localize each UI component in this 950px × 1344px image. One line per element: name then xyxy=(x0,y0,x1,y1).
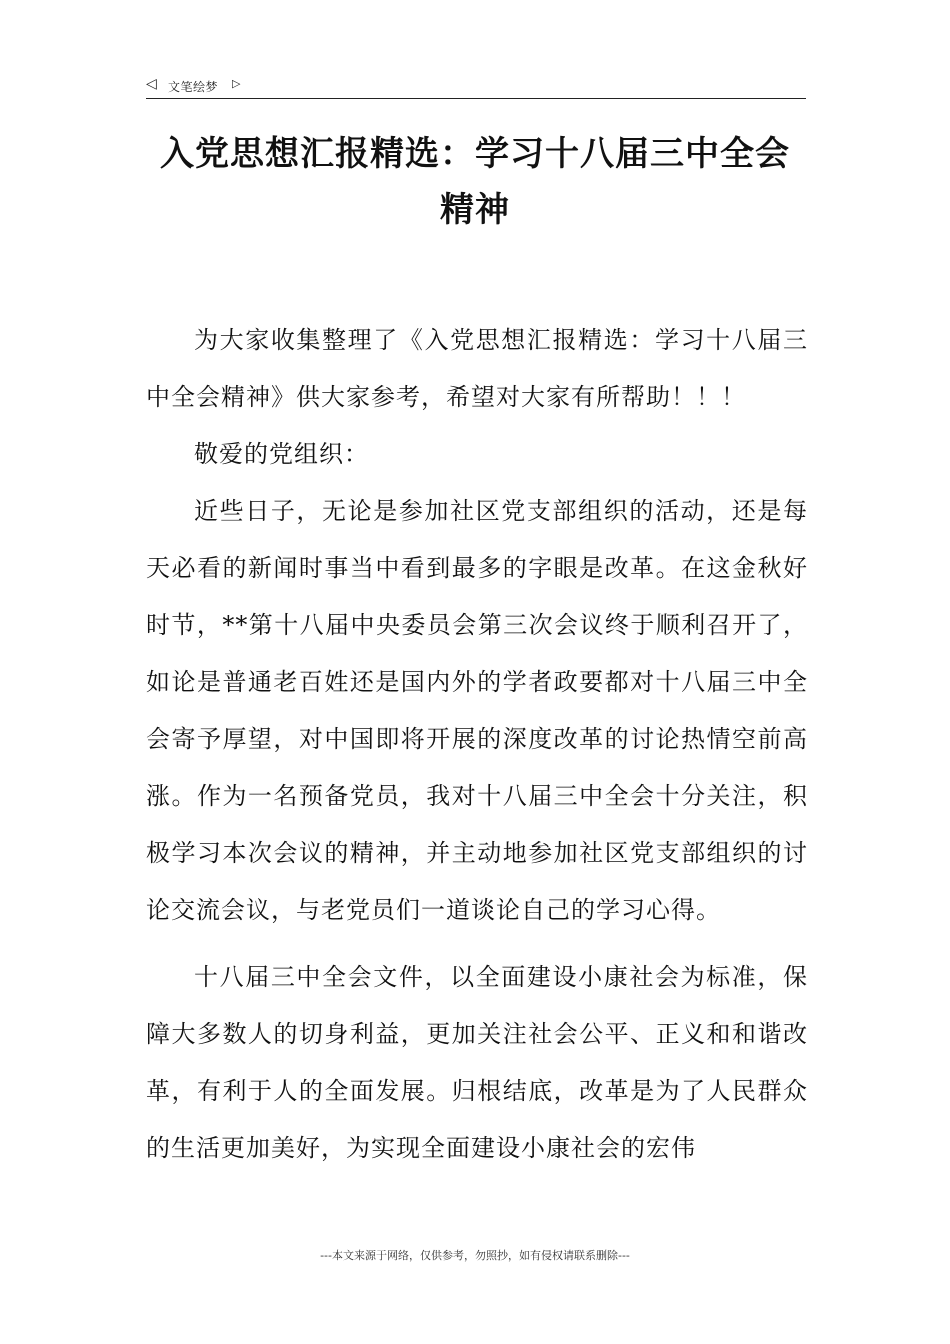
title-line-2: 精神 xyxy=(440,190,510,230)
document-body xyxy=(146,312,808,1177)
title-line-1: 入党思想汇报精选：学习十八届三中全会 xyxy=(160,134,790,174)
document-title xyxy=(100,126,850,238)
header-brand: 文笔绘梦 xyxy=(168,80,219,94)
paragraph-intro: 为大家收集整理了《入党思想汇报精选：学习十八届三中全会精神》供大家参考，希望对大家有所帮助！！！ xyxy=(146,326,808,411)
paragraph-salutation: 敬爱的党组织： xyxy=(194,440,369,468)
paragraph-body-2: 十八届三中全会文件，以全面建设小康社会为标准，保障大多数人的切身利益，更加关注社会公平、正义和和谐改革，有利于人的全面发展。归根结底，改革是为了人民群众的生活更加美好，为实现全面建设小康社会的宏伟 xyxy=(146,963,808,1162)
page-footer: ---本文来源于网络，仅供参考，勿照抄，如有侵权请联系删除--- xyxy=(320,1249,630,1262)
triangle-left-icon: ◁ xyxy=(146,76,157,92)
page-header xyxy=(146,72,806,99)
paragraph-body-1: 近些日子，无论是参加社区党支部组织的活动，还是每天必看的新闻时事当中看到最多的字眼是改革。在这金秋好时节，**第十八届中央委员会第三次会议终于顺利召开了，如论是普通老百姓还是国内外的学者政要都对十八届三中全会寄予厚望，对中国即将开展的深度改革的讨论热情空前高涨。作为一名预备党员，我对十八届三中全会十分关注，积极学习本次会议的精神，并主动地参加社区党支部组织的讨论交流会议，与老党员们一道谈论自己的学习心得。 xyxy=(146,497,808,924)
triangle-right-icon: ▷ xyxy=(232,77,241,90)
